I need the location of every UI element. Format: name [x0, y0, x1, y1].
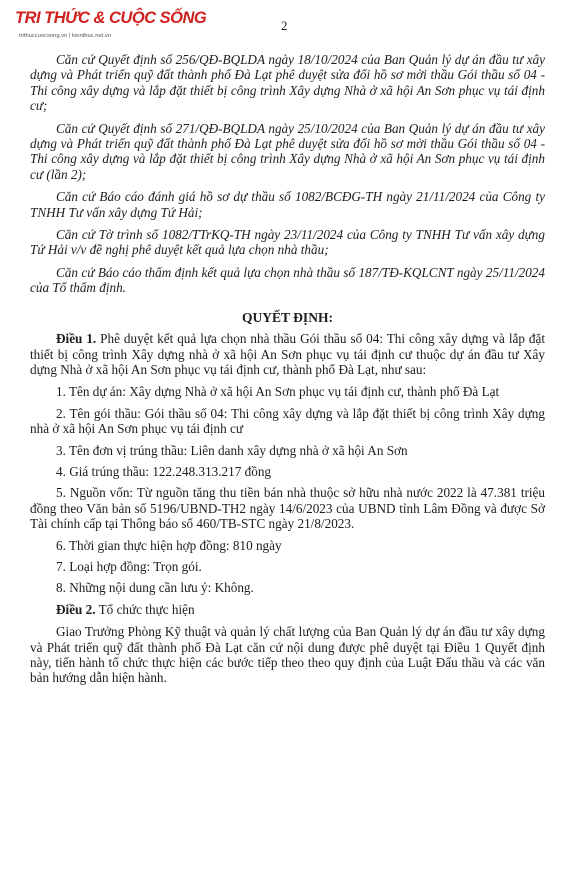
- article-1-text: Phê duyệt kết quả lựa chọn nhà thầu Gói thầu số 04: Thi công xây dựng và lắp đặt thiết bị công trình Xây dựng nhà ở xã hội An Sơn phục vụ tái định cư thuộc dự án đầu tư Xây dựng Nhà ở xã hội An Sơn phục vụ tái định cư, thành phố Đà Lạt, như sau:: [30, 331, 545, 377]
- ground-4: Căn cứ Tờ trình số 1082/TTrKQ-TH ngày 23/11/2024 của Công ty TNHH Tư vấn xây dựng Tứ Hải v/v đề nghị phê duyệt kết quả lựa chọn nhà thầu;: [30, 227, 545, 258]
- brand-name: TRI THỨC & CUỘC SỐNG: [15, 8, 207, 27]
- article-1: [30, 331, 545, 377]
- ground-5: Căn cứ Báo cáo thẩm định kết quả lựa chọn nhà thầu số 187/TĐ-KQLCNT ngày 25/11/2024 của Tổ thẩm định.: [30, 264, 545, 296]
- ground-1: Căn cứ Quyết định số 256/QĐ-BQLDA ngày 18/10/2024 của Ban Quản lý dự án đầu tư xây dựng và Phát triển quỹ đất thành phố Đà Lạt phê duyệt sửa đổi hồ sơ mời thầu Gói thầu số 04 - Thi công xây dựng và lắp đặt thiết bị công trình Xây dựng Nhà ở xã hội An Sơn phục vụ tái định cư;: [30, 52, 545, 114]
- article-2: [30, 602, 545, 617]
- brand-subtitle: trithuccuocsong.vn | kienthuc.net.vn: [19, 33, 112, 39]
- article-1-item: 3. Tên đơn vị trúng thầu: Liên danh xây dựng nhà ở xã hội An Sơn: [56, 442, 408, 458]
- article-1-item: 4. Giá trúng thầu: 122.248.313.217 đồng: [56, 463, 272, 479]
- article-1-label: Điều 1.: [56, 331, 97, 347]
- ground-3: Căn cứ Báo cáo đánh giá hồ sơ dự thầu số 1082/BCĐG-TH ngày 21/11/2024 của Công ty TNHH Tư vấn xây dựng Tứ Hải;: [30, 189, 545, 220]
- article-1-item: 5. Nguồn vốn: Từ nguồn tăng thu tiền bán nhà thuộc sở hữu nhà nước 2022 là 47.381 triệu đồng theo Văn bản số 5196/UBND-TH2 ngày 14/6/2023 của UBND tỉnh Lâm Đồng và được Sở Tài chính cấp tại Thông báo số 460/TB-STC ngày 21/8/2023.: [30, 485, 545, 532]
- brand-logo[interactable]: [13, 3, 207, 45]
- page-number: 2: [281, 18, 288, 33]
- article-2-text: Tổ chức thực hiện: [95, 601, 195, 617]
- article-1-item: 7. Loại hợp đồng: Trọn gói.: [56, 558, 202, 574]
- article-1-item: 1. Tên dự án: Xây dựng Nhà ở xã hội An Sơn phục vụ tái định cư, thành phố Đà Lạt: [56, 384, 500, 400]
- article-2-label: Điều 2.: [56, 601, 96, 617]
- article-1-item: 6. Thời gian thực hiện hợp đồng: 810 ngày: [56, 537, 282, 553]
- decision-heading: QUYẾT ĐỊNH:: [242, 309, 333, 325]
- article-2-body: Giao Trưởng Phòng Kỹ thuật và quản lý chất lượng của Ban Quản lý dự án đầu tư xây dựng và Phát triển quỹ đất thành phố Đà Lạt căn cứ nội dung được phê duyệt tại Điều 1 Quyết định này, tiến hành tổ chức thực hiện các bước tiếp theo theo quy định của Luật Đấu thầu và các văn bản hướng dẫn hiện hành.: [30, 624, 545, 686]
- ground-2: Căn cứ Quyết định số 271/QĐ-BQLDA ngày 25/10/2024 của Ban Quản lý dự án đầu tư xây dựng và Phát triển quỹ đất thành phố Đà Lạt phê duyệt sửa đổi hồ sơ mời thầu Gói thầu số 04 - Thi công xây dựng và lắp đặt thiết bị công trình Xây dựng Nhà ở xã hội An Sơn phục vụ tái định cư (lần 2);: [30, 120, 545, 182]
- document-body: [30, 52, 545, 693]
- article-1-item: 2. Tên gói thầu: Gói thầu số 04: Thi công xây dựng và lắp đặt thiết bị công trình Xây dựng nhà ở xã hội An Sơn phục vụ tái định cư: [30, 405, 545, 437]
- article-1-item: 8. Những nội dung cần lưu ý: Không.: [56, 580, 254, 596]
